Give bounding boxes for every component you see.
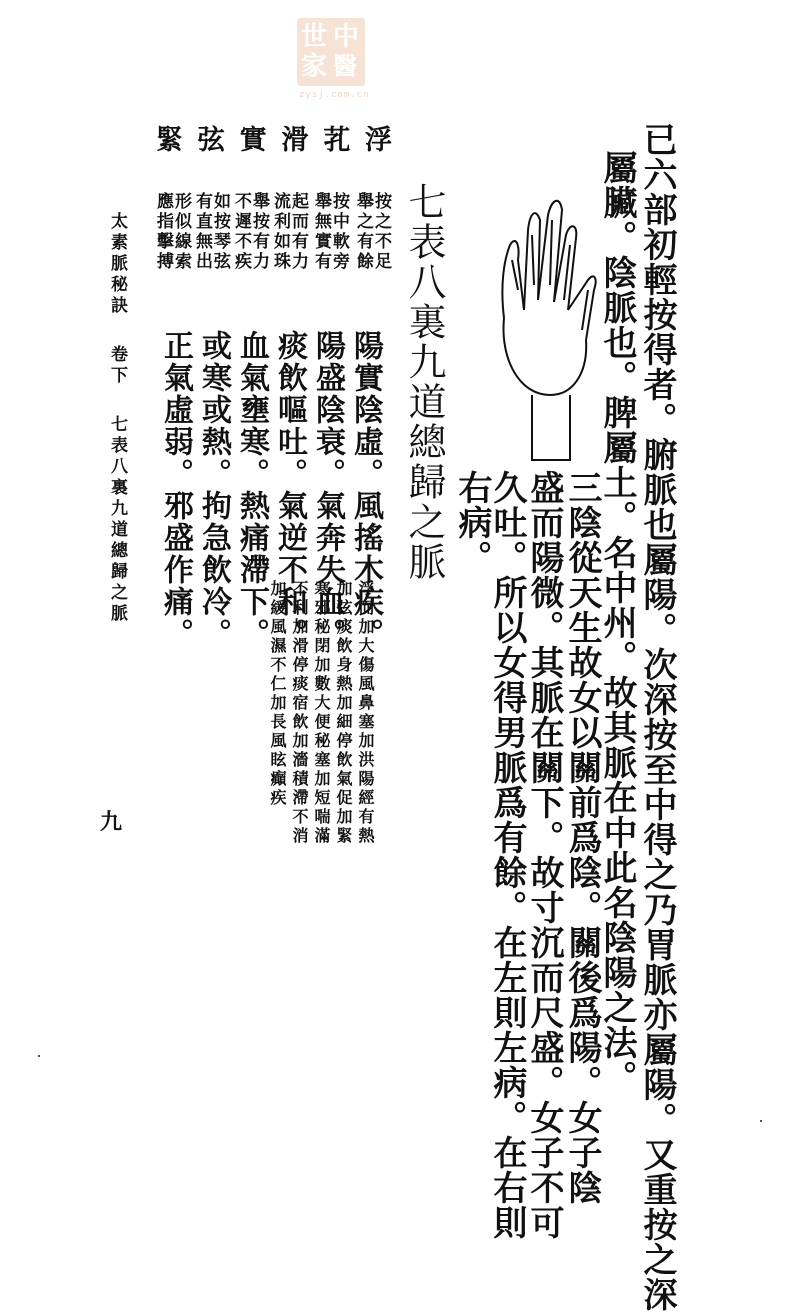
- pulse-name: 芤: [323, 125, 351, 156]
- hand-drawing-icon: [490, 190, 600, 470]
- text-column-6: 右病。: [452, 470, 492, 575]
- pulse-note: 加緩風濕不仁加長風眩癲疾: [268, 580, 287, 808]
- text-column-1: 已六部初輕按得者。腑脈也屬陽。次深按至中得之乃胃脈亦屬陽。又重按之深: [637, 122, 677, 1312]
- book-title: 太素脈秘訣: [107, 212, 127, 317]
- pulse-desc-col: 如按琴弦: [210, 192, 230, 272]
- pulse-desc-col: 不遲不疾: [231, 192, 251, 272]
- pulse-desc-col: 應指擊搏: [153, 192, 173, 272]
- watermark-logo: [297, 18, 370, 100]
- pulse-desc-col: 按之不足: [371, 192, 391, 272]
- pulse-desc-col: 舉之有餘: [353, 192, 373, 272]
- pulse-desc-col: 舉無實有: [311, 192, 331, 272]
- pulse-name: 弦: [197, 125, 225, 156]
- pulse-line: 痰飲嘔吐。氣逆不和。: [272, 330, 307, 650]
- scan-speck: [760, 1120, 762, 1122]
- pulse-names-row: [156, 118, 392, 158]
- text-column-4: 盛而陽微。其脈在關下。故寸沉而尺盛。女子不可: [524, 470, 564, 1240]
- pulse-desc-col: 按中軟旁: [329, 192, 349, 272]
- pulse-note: 寒邪秘閉加數大便秘塞加短喘滿: [312, 580, 331, 846]
- scan-speck: [38, 1055, 40, 1057]
- pulse-desc-col: 起而有力: [288, 192, 308, 272]
- pulse-name: 緊: [156, 125, 183, 156]
- pulse-note: 浮而加大傷風鼻塞加洪陽經有熱: [356, 580, 375, 846]
- pulse-desc-col: 流利如珠: [270, 192, 290, 272]
- pulse-line: 正氣虛弱。邪盛作痛。: [158, 330, 193, 650]
- pulse-name: 實: [239, 125, 267, 156]
- section-title: 七表八裏九道總歸之脈: [402, 182, 446, 582]
- page-number: 九: [100, 809, 123, 835]
- watermark-url: zysj.com.cn: [299, 90, 370, 100]
- text-column-2: 屬臟。陰脈也。脾屬土。名中州。故其脈在中此名陰陽之法。: [597, 150, 637, 1095]
- watermark-char: 世: [301, 22, 328, 52]
- running-section-title: 七表八裏九道總歸之脈: [107, 415, 127, 625]
- pulse-note: 不利加滑停痰宿飲加濇積滯不消: [290, 580, 309, 846]
- pulse-line: 陽實陰虛。風搖木疾。: [348, 330, 383, 650]
- pulse-name: 滑: [281, 125, 309, 156]
- pulse-note: 加弦痰飲身熱加細停飲氣促加緊: [334, 580, 353, 846]
- hand-illustration: [490, 190, 600, 474]
- pulse-desc-col: 有直無出: [192, 192, 212, 272]
- pulse-desc-col: 舉按有力: [249, 192, 269, 272]
- text-column-5: 久吐。所以女得男脈爲有餘。在左則左病。在右則: [487, 470, 527, 1240]
- pulse-line: 血氣壅寒。熱痛滯下。: [234, 330, 269, 650]
- watermark-char: 醫: [333, 51, 357, 80]
- watermark-char: 中: [333, 22, 360, 52]
- pulse-name: 浮: [364, 125, 392, 156]
- watermark-char: 家: [301, 52, 328, 82]
- text-column-3: 三陰從天生故女以關前爲陰。關後爲陽。女子陰: [562, 470, 602, 1205]
- volume-label: 卷下: [107, 345, 127, 387]
- pulse-desc-col: 形似線索: [171, 192, 191, 272]
- pulse-line: 或寒或熱。拘急飲冷。: [196, 330, 231, 650]
- pulse-line: 陽盛陰衰。氣奔失血。: [310, 330, 345, 650]
